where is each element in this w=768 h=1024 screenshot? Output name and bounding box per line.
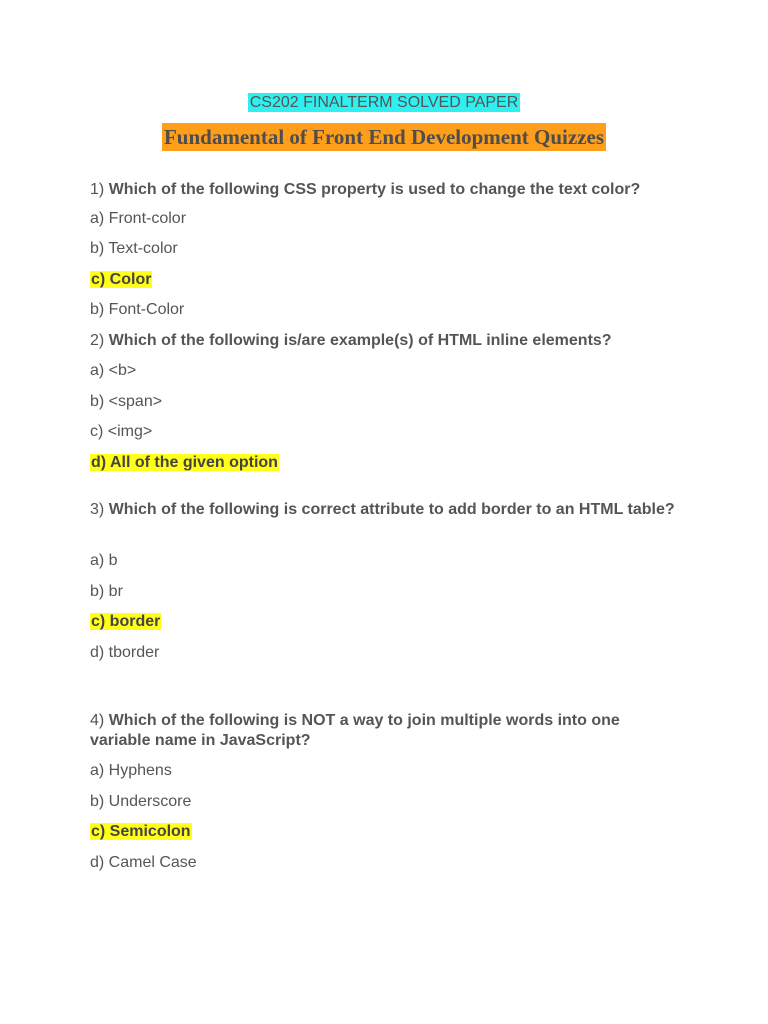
option [90, 643, 690, 663]
option [90, 422, 690, 442]
question-3 [90, 500, 680, 520]
question-text: Which of the following is correct attribute to add border to an HTML table? [108, 501, 675, 518]
option [90, 300, 690, 320]
option-text: b) br [90, 583, 123, 600]
question-number: 3) [90, 501, 105, 518]
question-number: 2) [90, 332, 105, 349]
question-1 [90, 180, 690, 200]
option [90, 239, 690, 259]
question-2 [90, 331, 690, 351]
correct-option [90, 270, 690, 290]
question-number: 1) [90, 181, 105, 198]
option [90, 361, 690, 381]
option-text: b) Underscore [90, 793, 192, 810]
correct-option [90, 453, 690, 473]
option-text: a) Front-color [90, 210, 187, 227]
question-text: Which of the following CSS property is used to change the text color? [108, 181, 641, 198]
option-text: a) Hyphens [90, 762, 172, 779]
paper-subtitle: Fundamental of Front End Development Quizzes [163, 125, 605, 149]
option [90, 582, 690, 602]
question-text: Which of the following is NOT a way to join multiple words into one variable name in JavaScript? [90, 712, 620, 749]
answer-highlight: d) All of the given option [91, 454, 278, 471]
option-text: c) <img> [90, 423, 153, 440]
paper-title: CS202 FINALTERM SOLVED PAPER [249, 94, 519, 111]
option [90, 853, 690, 873]
option-text: b) Font-Color [90, 301, 185, 318]
question-number: 4) [90, 712, 105, 729]
question-4 [90, 711, 680, 751]
option [90, 392, 690, 412]
option [90, 761, 690, 781]
title-wrap [0, 93, 768, 112]
correct-option [90, 822, 690, 842]
option-text: d) tborder [90, 644, 160, 661]
option [90, 551, 690, 571]
option-text: a) b [90, 552, 118, 569]
answer-highlight: c) border [91, 613, 161, 630]
option-text: b) <span> [90, 393, 163, 410]
option [90, 209, 690, 229]
option-text: a) <b> [90, 362, 137, 379]
answer-highlight: c) Semicolon [91, 823, 191, 840]
subtitle-wrap [0, 123, 768, 151]
option-text: d) Camel Case [90, 854, 197, 871]
option-text: b) Text-color [90, 240, 178, 257]
correct-option [90, 612, 690, 632]
answer-highlight: c) Color [91, 271, 152, 288]
option [90, 792, 690, 812]
question-text: Which of the following is/are example(s) of HTML inline elements? [108, 332, 612, 349]
